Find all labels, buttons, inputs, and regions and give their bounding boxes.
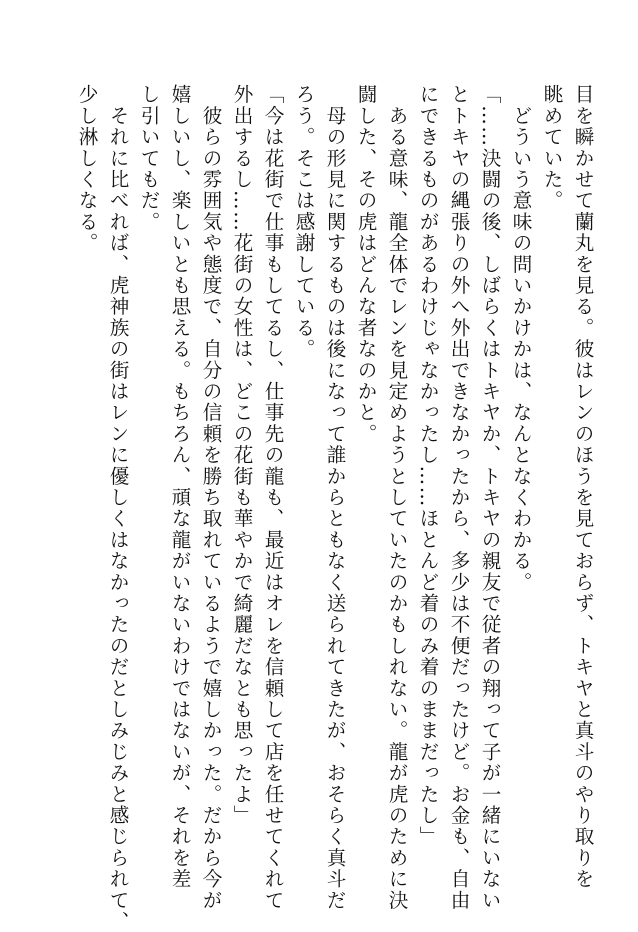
text-line: 外出するし……花街の女性は、どこの花街も華やかで綺麗だなとも思ったよ」 xyxy=(230,84,253,826)
text-line: とトキヤの縄張りの外へ外出できなかったから、多少は不便だったけど。お金も、自由 xyxy=(447,84,470,911)
text-line: どういう意味の問いかけかは、なんとなくわかる。 xyxy=(509,84,532,593)
vertical-text-body xyxy=(71,84,598,932)
text-line: し引いてもだ。 xyxy=(137,84,160,233)
text-line: 少し淋しくなる。 xyxy=(75,84,98,254)
text-line: それに比べれば、虎神族の街はレンに優しくはなかったのだとしみじみと感じられて、 xyxy=(106,84,129,932)
text-line: ある意味、龍全体でレンを見定めようとしていたのかもしれない。龍が虎のために決 xyxy=(385,84,408,911)
text-line: 嬉しいし、楽しいとも思える。もちろん、頑な龍がいないわけではないが、それを差 xyxy=(168,84,191,890)
text-line: ろう。そこは感謝している。 xyxy=(292,84,315,360)
text-line: 「今は花街で仕事もしてるし、仕事先の龍も、最近はオレを信頼して店を任せてくれて xyxy=(261,84,284,911)
text-line: 闘した、その虎はどんな者なのかと。 xyxy=(354,84,377,445)
text-line: 目を瞬かせて蘭丸を見る。彼はレンのほうを見ておらず、トキヤと真斗のやり取りを xyxy=(571,84,594,890)
text-line: 母の形見に関するものは後になって誰からともなく送られてきたが、おそらく真斗だ xyxy=(323,84,346,911)
text-line: 「……決闘の後、しばらくはトキヤか、トキヤの親友で従者の翔って子が一緒にいない xyxy=(478,84,501,911)
text-line: にできるものがあるわけじゃなかったし……ほとんど着のみ着のままだったし」 xyxy=(416,84,439,848)
text-line: 彼らの雰囲気や態度で、自分の信頼を勝ち取れているようで嬉しかった。だから今が xyxy=(199,84,222,911)
text-line: 眺めていた。 xyxy=(540,84,563,212)
